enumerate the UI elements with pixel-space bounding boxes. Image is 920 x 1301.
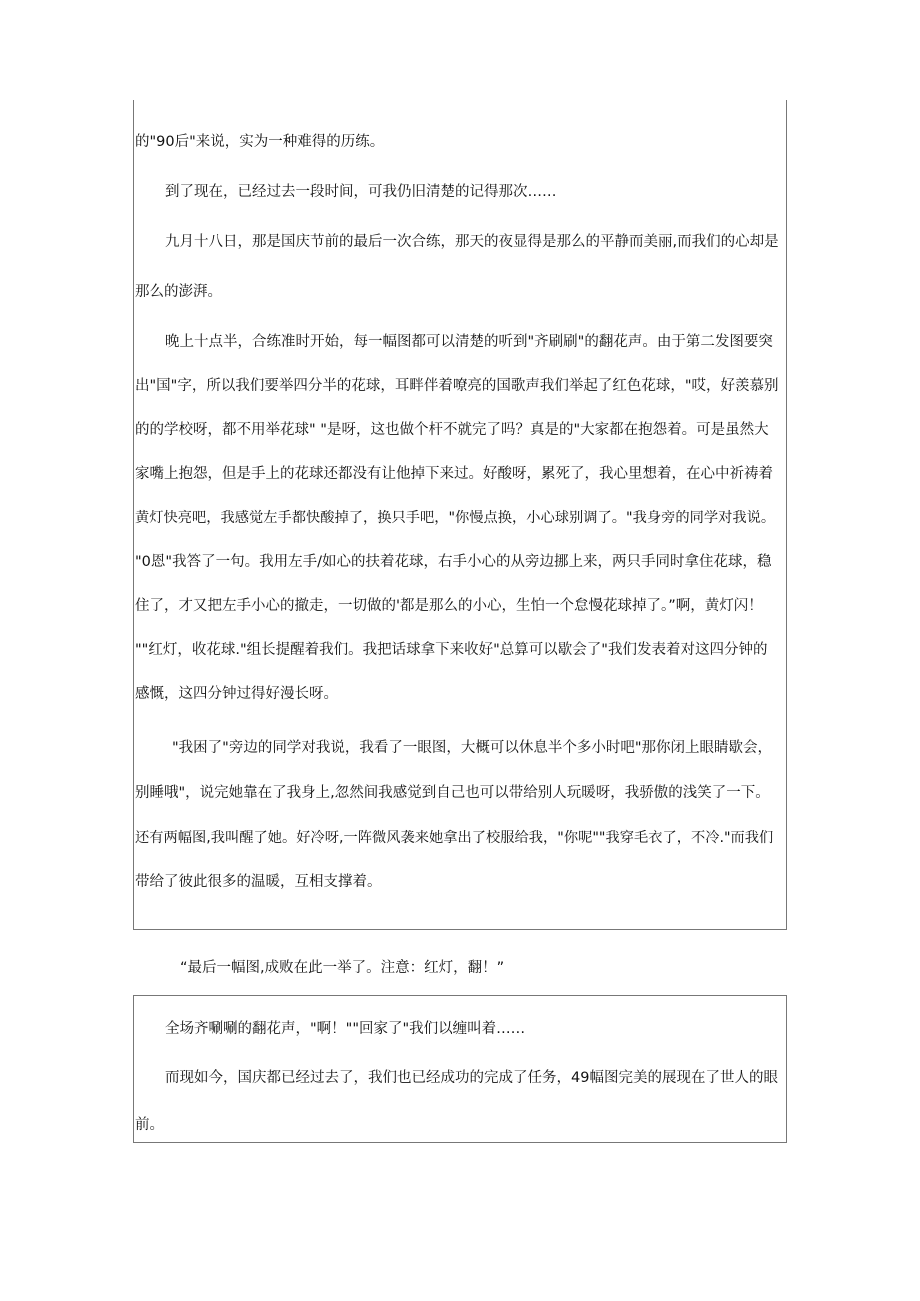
paragraph-line: 住了，才又把左手小心的撤走，一切做的'都是那么的小心，生怕一个怠慢花球掉了。”啊，黄灯闪！ (135, 598, 763, 614)
paragraph-line: 还有两幅图,我叫醒了她。好冷呀,一阵微风袭来她拿出了校服给我，"你呢""我穿毛衣了，不冷."而我们 (135, 830, 774, 846)
paragraph-line: 别睡哦"，说完她靠在了我身上,忽然间我感觉到自己也可以带给别人玩暖呀，我骄傲的浅笑了一下。 (135, 785, 770, 801)
paragraph-line: 的的学校呀，都不用举花球" "是呀，这也做个杆不就完了吗？真是的"大家都在抱怨着。可是虽然大 (135, 422, 769, 438)
paragraph-line: ""红灯，收花球."组长提醒着我们。我把话球拿下来收好"总算可以歇会了"我们发表着对这四分钟的 (135, 642, 768, 658)
paragraph-line: 晚上十点半，合练准时开始，每一幅图都可以清楚的听到"齐刷刷"的翻花声。由于第二发图要突 (165, 334, 773, 350)
paragraph-line: 黄灯快亮吧，我感觉左手都快酸掉了，换只手吧，"你慢点换，小心球别调了。"我身旁的同学对我说。 (135, 510, 776, 526)
paragraph-line: 出"国"字，所以我们要举四分半的花球，耳畔伴着嘹亮的国歌声我们举起了红色花球，"哎，好羡慕别 (135, 378, 779, 394)
paragraph-line: "0恩"我答了一句。我用左手/如心的扶着花球，右手小心的从旁边挪上来，两只手同时拿住花球，稳 (135, 554, 772, 570)
standalone-line: “最后一幅图,成败在此一举了。注意：红灯，翻！” (180, 960, 505, 976)
paragraph-line: 那么的澎湃。 (135, 284, 222, 300)
paragraph-line: 前。 (135, 1117, 164, 1133)
paragraph-line: 到了现在，已经过去一段时间，可我仍旧清楚的记得那次…… (165, 184, 557, 200)
paragraph-line: 全场齐唰唰的翻花声，"啊！""回家了"我们以缠叫着…… (165, 1021, 526, 1037)
paragraph-line: 九月十八日，那是国庆节前的最后一次合练，那天的夜显得是那么的平静而美丽,而我们的心却是 (165, 234, 779, 250)
paragraph-line: "我困了"旁边的同学对我说，我看了一眼图，大概可以休息半个多小时吧"那你闭上眼睛歇会， (172, 740, 773, 756)
paragraph-line: 的"90后"来说，实为一种难得的历练。 (135, 134, 385, 150)
paragraph-line: 家嘴上抱怨，但是手上的花球还都没有让他掉下来过。好酸呀，累死了，我心里想着，在心中祈祷着 (135, 466, 773, 482)
paragraph-line: 感慨，这四分钟过得好漫长呀。 (135, 686, 338, 702)
paragraph-line: 带给了彼此很多的温暖，互相支撑着。 (135, 874, 382, 890)
paragraph-line: 而现如今，国庆都已经过去了，我们也已经成功的完成了任务，49幅图完美的展现在了世人的眼 (165, 1070, 778, 1086)
